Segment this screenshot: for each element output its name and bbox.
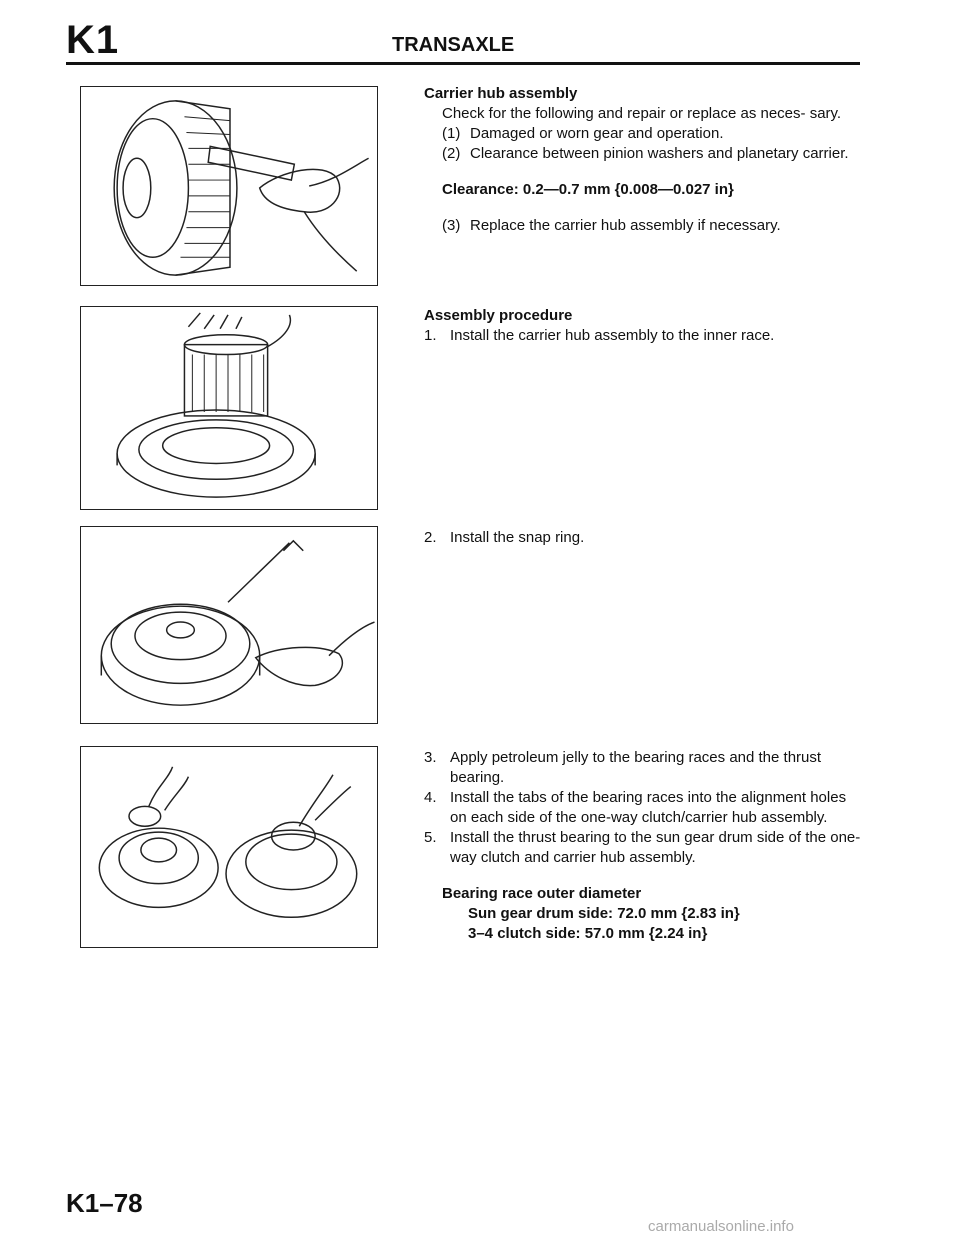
figure-bearing-races — [80, 746, 378, 948]
watermark: carmanualsonline.info — [648, 1218, 794, 1235]
figure-snap-ring-install — [80, 526, 378, 724]
check-item-2: (2) Clearance between pinion washers and planetary carrier. — [442, 145, 849, 162]
section-code: K1 — [66, 18, 120, 62]
carrier-hub-intro: Check for the following and repair or replace as neces- sary. — [442, 105, 842, 122]
heading-carrier-hub: Carrier hub assembly — [424, 85, 578, 102]
step-3: 3. Apply petroleum jelly to the bearing races and the thrust bearing. — [424, 749, 822, 786]
text-block-bearing — [424, 748, 864, 944]
page-number: K1–78 — [66, 1188, 143, 1218]
bearing-spec-title: Bearing race outer diameter — [442, 885, 642, 902]
page-title: TRANSAXLE — [392, 34, 515, 56]
step-4: 4. Install the tabs of the bearing races into the alignment holes on each side of the one-way clutch/carrier hub assembly. — [424, 789, 847, 826]
step-5: 5. Install the thrust bearing to the sun gear drum side of the one-way clutch and carrier hub assembly. — [424, 829, 861, 866]
clearance-spec: Clearance: 0.2—0.7 mm {0.008—0.027 in} — [442, 181, 734, 198]
figure-assembly-to-inner-race — [80, 306, 378, 510]
text-block-carrier-hub — [424, 84, 864, 236]
figure-carrier-hub-inspection — [80, 86, 378, 286]
check-item-3: (3) Replace the carrier hub assembly if necessary. — [442, 217, 781, 234]
step-2: 2. Install the snap ring. — [424, 529, 585, 546]
check-item-1: (1) Damaged or worn gear and operation. — [442, 125, 724, 142]
header-rule — [66, 62, 860, 65]
heading-assembly-procedure: Assembly procedure — [424, 307, 573, 324]
bearing-spec-sun-gear: Sun gear drum side: 72.0 mm {2.83 in} — [468, 905, 740, 922]
text-block-snap-ring — [424, 528, 864, 548]
step-1: 1. Install the carrier hub assembly to the inner race. — [424, 327, 775, 344]
bearing-spec-clutch: 3–4 clutch side: 57.0 mm {2.24 in} — [468, 925, 708, 942]
text-block-assembly — [424, 306, 864, 346]
